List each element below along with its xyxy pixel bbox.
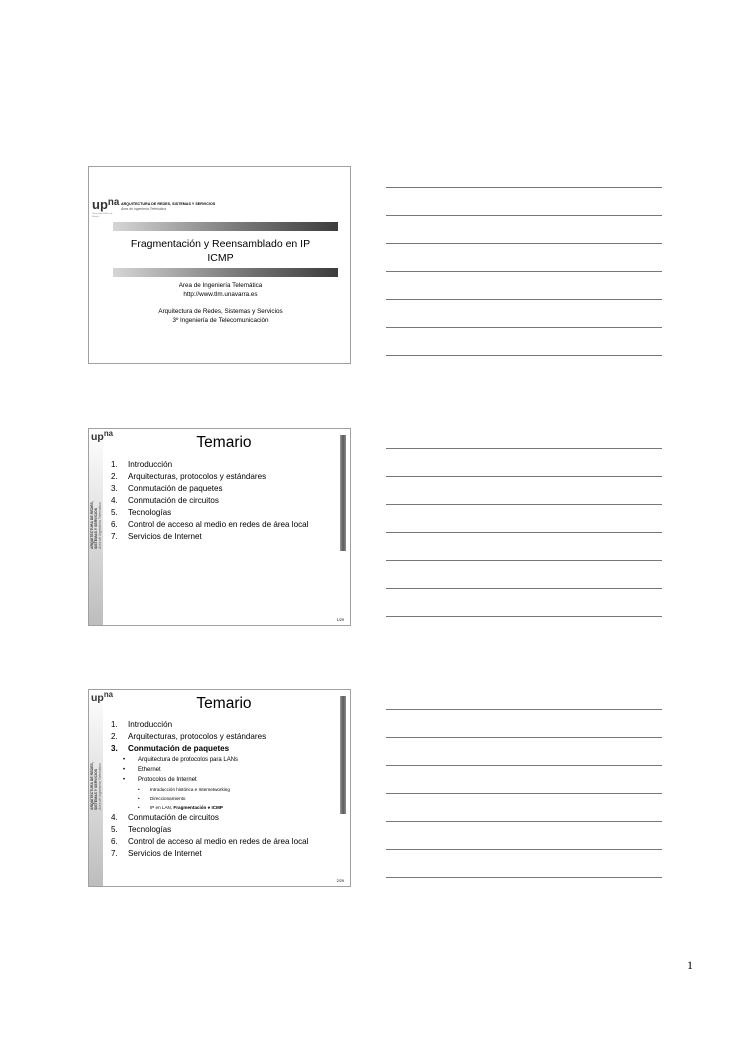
list-item: 2. Arquitecturas, protocolos y estándares	[111, 472, 267, 481]
note-line	[386, 877, 662, 878]
right-bar	[340, 435, 346, 551]
list-item: 4. Conmutación de circuitos	[111, 496, 219, 505]
list-item: 1. Introducción	[111, 460, 173, 469]
sub-sub-list-item: • Direccionamiento	[138, 796, 186, 801]
list-item: 4. Conmutación de circuitos	[111, 813, 219, 822]
list-item: 3. Conmutación de paquetes	[111, 484, 223, 493]
page-number: 1	[687, 958, 693, 972]
note-line	[386, 448, 662, 449]
topic-list	[111, 719, 308, 860]
note-line	[386, 504, 662, 505]
topic-list	[111, 459, 308, 543]
upna-logo: $up^{na}$	[91, 690, 113, 704]
sub-sub-list-item-current: • IP en LAN, Fragmentación e ICMP	[138, 805, 223, 810]
gradient-bar-bottom	[113, 268, 338, 277]
note-line	[386, 616, 662, 617]
list-item: 1. Introducción	[111, 720, 173, 729]
note-line	[386, 821, 662, 822]
upna-logo: $up^{na}$	[92, 197, 120, 212]
course-info: Arquitectura de Redes, Sistemas y Servicios 3º Ingeniería de Telecomunicación	[158, 308, 283, 324]
logo-subtitle: Universidad Pública de Navarra	[92, 213, 113, 218]
list-item: 7. Servicios de Internet	[111, 849, 202, 858]
slide-page-number: 1/29	[336, 618, 344, 622]
slide-temario-2	[88, 689, 351, 887]
note-line	[386, 849, 662, 850]
list-item: 2. Arquitecturas, protocolos y estándares	[111, 732, 267, 741]
sub-list-item: • Protocolos de Internet	[123, 777, 197, 783]
note-line	[386, 560, 662, 561]
note-line	[386, 271, 662, 272]
note-line	[386, 793, 662, 794]
list-item: 7. Servicios de Internet	[111, 532, 202, 541]
list-item: 6. Control de acceso al medio en redes de área local	[111, 837, 309, 846]
note-line	[386, 709, 662, 710]
slide-temario-1	[88, 428, 351, 626]
note-line	[386, 532, 662, 533]
note-line	[386, 765, 662, 766]
right-bar	[340, 696, 346, 814]
note-line	[386, 187, 662, 188]
note-line	[386, 588, 662, 589]
department-name: ARQUITECTURA DE REDES, SISTEMAS Y SERVICIOS	[121, 202, 216, 206]
gradient-bar-top	[113, 222, 338, 231]
list-item: 5. Tecnologías	[111, 508, 172, 517]
list-item: 6. Control de acceso al medio en redes de área local	[111, 520, 309, 529]
area-name: Área de Ingeniería Telemática	[121, 207, 167, 211]
sub-list-item: • Arquitectura de protocolos para LANs	[123, 757, 239, 763]
slide-title	[88, 166, 351, 364]
sub-sub-list-item: • Introducción histórica e Internetworking	[138, 787, 230, 792]
area-info: Area de Ingeniería Telemática http://www.tlm.unavarra.es	[178, 282, 263, 298]
vertical-dept-text: ARQUITECTURA DE REDES, SISTEMAS Y SERVICIOS Área de Ingeniería Telemática	[90, 501, 102, 549]
note-line	[386, 215, 662, 216]
slide-heading: Temario	[196, 434, 252, 451]
list-item: 5. Tecnologías	[111, 825, 172, 834]
slide-heading: Temario	[196, 695, 252, 712]
note-line	[386, 243, 662, 244]
slide-page-number: 2/29	[336, 879, 344, 883]
vertical-dept-text: ARQUITECTURA DE REDES, SISTEMAS Y SERVICIOS Área de Ingeniería Telemática	[90, 762, 102, 810]
note-line	[386, 327, 662, 328]
upna-logo: $up^{na}$	[91, 429, 113, 443]
note-line	[386, 299, 662, 300]
note-line	[386, 737, 662, 738]
note-line	[386, 355, 662, 356]
sub-list-item: • Ethernet	[123, 767, 161, 773]
slide-title-text: Fragmentación y Reensamblado en IP ICMP	[130, 238, 311, 264]
list-item-current: 3. Conmutación de paquetes	[111, 744, 230, 753]
note-line	[386, 476, 662, 477]
